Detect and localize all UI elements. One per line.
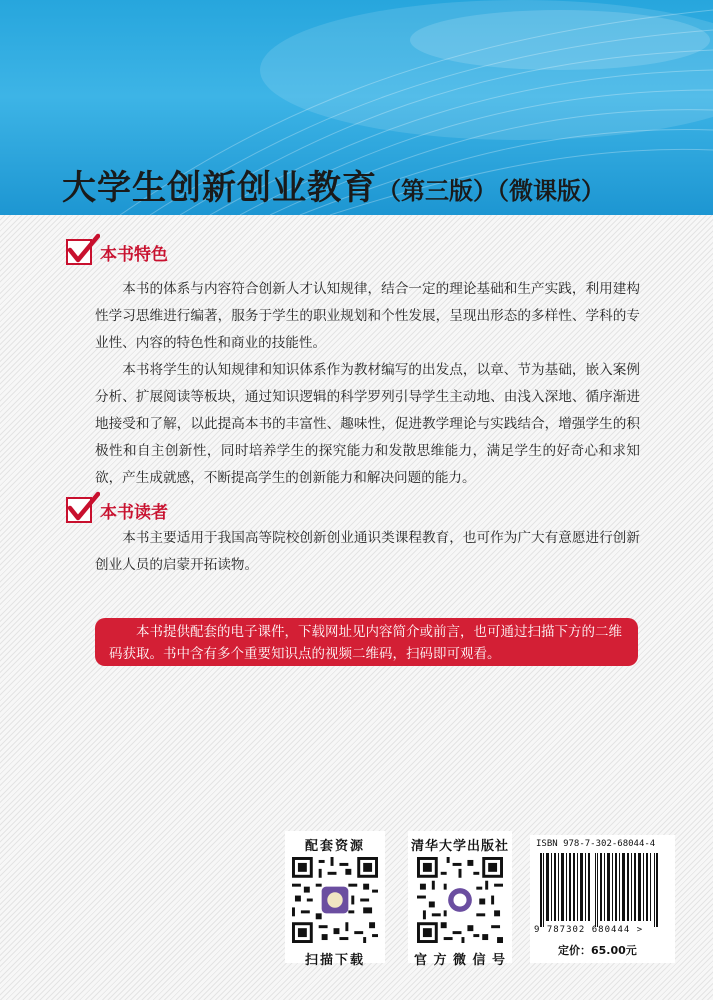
checkmark-icon: [66, 239, 92, 265]
qr-resources-title: 配套资源: [304, 839, 365, 854]
qr-card-wechat: [408, 831, 512, 968]
qr-code-resources[interactable]: [292, 857, 378, 943]
resource-notice: 本书提供配套的电子课件，下载网址见内容简介或前言，也可通过扫描下方的二维码获取。书中含有多个重要知识点的视频二维码，扫码即可观看。: [95, 618, 638, 666]
section-features-title: 本书特色: [100, 244, 168, 265]
barcode-icon: [540, 853, 660, 927]
checkmark-icon: [66, 497, 92, 523]
section-features-heading: [66, 236, 168, 268]
book-title: [62, 160, 605, 210]
features-paragraph-2: 本书将学生的认知规律和知识体系作为教材编写的出发点，以章、节为基础，嵌入案例分析、扩展阅读等板块，通过知识逻辑的科学罗列引导学生主动地、由浅入深地、循序渐进地接受和了解，以此提高本书的丰富性、趣味性，促进教学理论与实践结合，增强学生的积极性和自主创新性，同时培养学生的探究能力和发散思维能力，满足学生的好奇心和求知欲，产生成就感，不断提高学生的创新能力和解决问题的能力。: [95, 362, 640, 486]
book-title-main: 大学生创新创业教育: [62, 168, 377, 208]
barcode-digits: 9 787302 680444 >: [534, 925, 644, 935]
qr-card-resources: [285, 831, 385, 968]
book-title-edition: （第三版）（微课版）: [377, 176, 605, 205]
price-label: 定价：65.00元: [558, 944, 637, 957]
publisher-name: 清华大学出版社: [410, 839, 509, 854]
qr-wechat-caption: 官 方 微 信 号: [413, 953, 507, 968]
isbn-barcode: [530, 835, 675, 963]
section-readers-title: 本书读者: [100, 502, 168, 523]
section-readers-heading: [66, 494, 168, 526]
isbn-number: ISBN 978-7-302-68044-4: [536, 839, 656, 849]
readers-paragraph: 本书主要适用于我国高等院校创新创业通识类课程教育，也可作为广大有意愿进行创新创业人员的启蒙开拓读物。: [95, 530, 640, 573]
qr-code-wechat[interactable]: [417, 857, 503, 943]
qr-resources-caption: 扫描下载: [304, 953, 365, 968]
features-paragraph-1: 本书的体系与内容符合创新人才认知规律，结合一定的理论基础和生产实践，利用建构性学习思维进行编著，服务于学生的职业规划和个性发展，呈现出形态的多样性、学科的专业性、内容的特色性和商业的技能性。: [95, 281, 640, 351]
